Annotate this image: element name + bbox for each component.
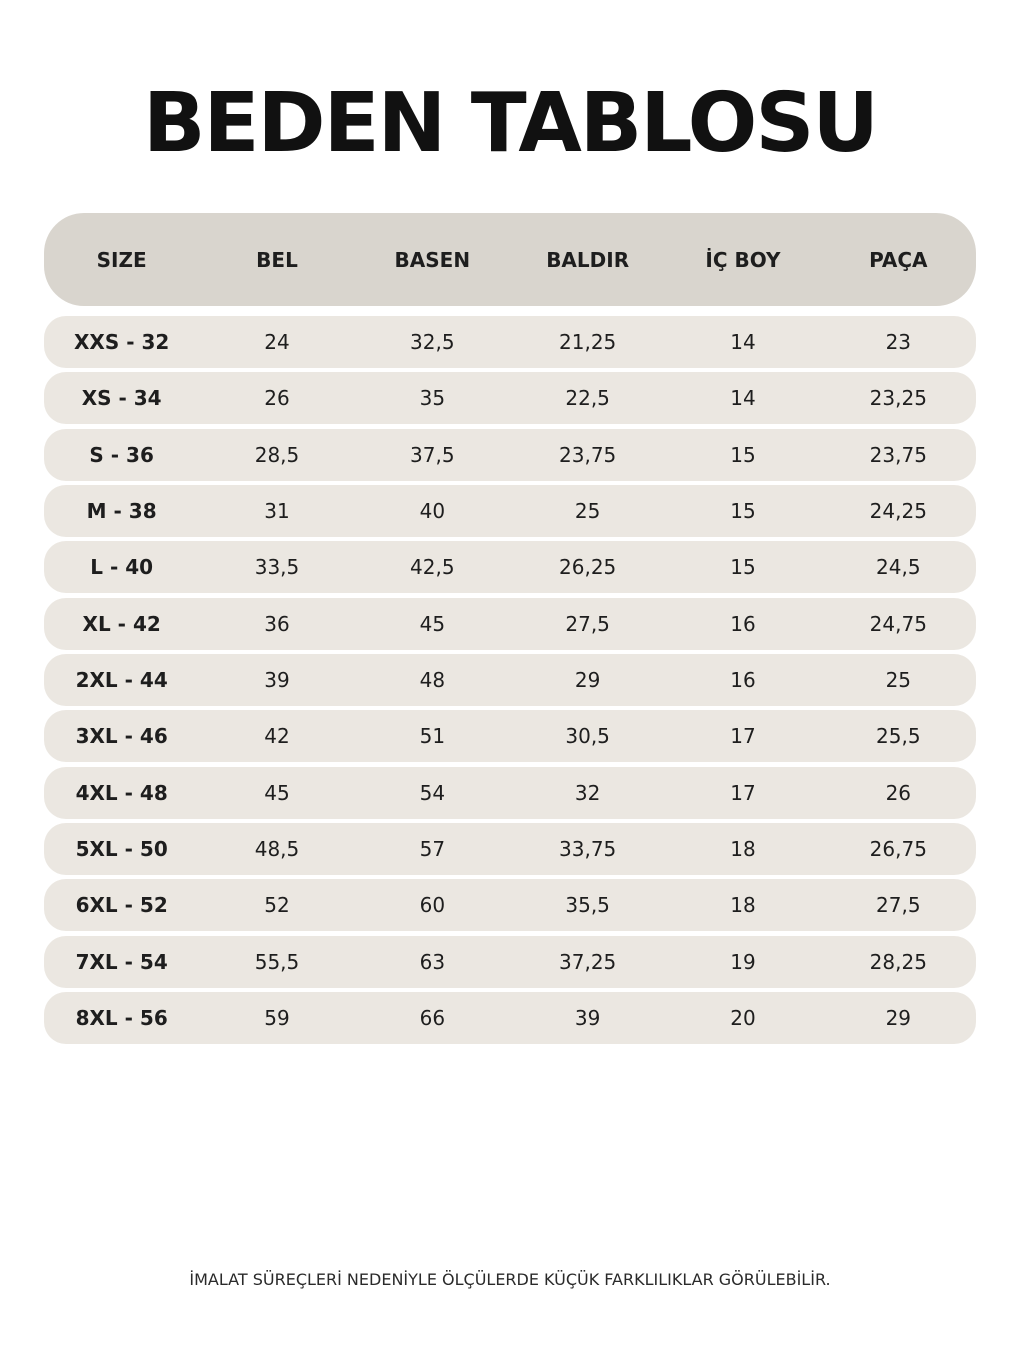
cell-bel: 36 <box>264 611 290 636</box>
cell-baldir: 33,75 <box>559 836 617 861</box>
cell-paca: 27,5 <box>876 893 921 918</box>
cell-basen: 57 <box>419 836 446 861</box>
cell-basen: 66 <box>419 1005 446 1030</box>
header-basen: BASEN <box>394 247 471 272</box>
cell-bel: 26 <box>264 386 290 411</box>
cell-paca: 29 <box>885 1005 912 1030</box>
cell-bel: 42 <box>264 724 290 749</box>
cell-size: XXS - 32 <box>74 330 170 354</box>
cell-paca: 26,75 <box>869 836 927 861</box>
cell-ic-boy: 20 <box>730 1005 756 1030</box>
header-baldir: BALDIR <box>546 247 630 272</box>
cell-bel: 52 <box>264 893 290 918</box>
header-size: SIZE <box>96 247 147 272</box>
table-row <box>44 316 976 368</box>
cell-ic-boy: 15 <box>730 442 756 467</box>
cell-basen: 32,5 <box>410 330 455 354</box>
cell-size: 4XL - 48 <box>75 780 168 805</box>
cell-bel: 55,5 <box>254 949 300 974</box>
cell-size: XS - 34 <box>81 386 162 411</box>
cell-basen: 35 <box>419 386 446 411</box>
cell-size: 7XL - 54 <box>75 949 168 974</box>
table-row <box>44 654 976 706</box>
cell-ic-boy: 18 <box>730 836 756 861</box>
cell-ic-boy: 19 <box>730 949 756 974</box>
cell-baldir: 35,5 <box>565 893 610 918</box>
cell-bel: 33,5 <box>254 555 300 580</box>
cell-size: S - 36 <box>89 442 154 467</box>
cell-bel: 45 <box>264 780 290 805</box>
cell-paca: 24,5 <box>876 555 921 580</box>
cell-paca: 24,25 <box>869 498 927 523</box>
cell-baldir: 37,25 <box>559 949 617 974</box>
cell-paca: 25,5 <box>876 724 921 749</box>
cell-paca: 28,25 <box>869 949 927 974</box>
cell-ic-boy: 18 <box>730 893 756 918</box>
cell-basen: 37,5 <box>410 442 455 467</box>
cell-size: M - 38 <box>86 498 157 523</box>
table-row <box>44 598 976 650</box>
cell-bel: 24 <box>264 330 290 354</box>
cell-basen: 51 <box>419 724 446 749</box>
cell-baldir: 25 <box>574 498 601 523</box>
cell-baldir: 32 <box>574 780 601 805</box>
table-row <box>44 541 976 593</box>
table-row <box>44 710 976 762</box>
table-row <box>44 936 976 988</box>
cell-paca: 24,75 <box>869 611 927 636</box>
table-row <box>44 767 976 819</box>
cell-bel: 59 <box>264 1005 290 1030</box>
cell-paca: 23,75 <box>869 442 927 467</box>
cell-size: 3XL - 46 <box>75 724 168 749</box>
cell-basen: 40 <box>419 498 446 523</box>
cell-size: 6XL - 52 <box>75 893 168 918</box>
table-row <box>44 823 976 875</box>
table-row <box>44 879 976 931</box>
cell-bel: 31 <box>264 498 290 523</box>
cell-baldir: 39 <box>574 1005 601 1030</box>
cell-size: 5XL - 50 <box>75 836 168 861</box>
table-body <box>44 316 976 1048</box>
cell-ic-boy: 14 <box>730 330 756 354</box>
cell-bel: 39 <box>264 667 290 692</box>
header-ic-boy: İÇ BOY <box>705 247 781 272</box>
page-title: BEDEN TABLOSU <box>143 76 877 171</box>
cell-size: L - 40 <box>90 555 154 580</box>
cell-ic-boy: 14 <box>730 386 756 411</box>
table-row <box>44 429 976 481</box>
cell-basen: 48 <box>419 667 446 692</box>
cell-basen: 42,5 <box>410 555 455 580</box>
cell-ic-boy: 16 <box>730 667 756 692</box>
table-row <box>44 992 976 1044</box>
cell-size: 2XL - 44 <box>75 667 168 692</box>
table-header <box>44 213 976 306</box>
cell-baldir: 27,5 <box>565 611 610 636</box>
header-bel: BEL <box>256 247 298 272</box>
cell-baldir: 30,5 <box>565 724 610 749</box>
cell-ic-boy: 17 <box>730 780 756 805</box>
cell-bel: 28,5 <box>254 442 300 467</box>
cell-ic-boy: 17 <box>730 724 756 749</box>
cell-ic-boy: 15 <box>730 555 756 580</box>
cell-ic-boy: 16 <box>730 611 756 636</box>
cell-paca: 25 <box>885 667 912 692</box>
cell-basen: 45 <box>419 611 446 636</box>
table-row <box>44 372 976 424</box>
cell-bel: 48,5 <box>254 836 300 861</box>
cell-baldir: 21,25 <box>559 330 617 354</box>
cell-baldir: 22,5 <box>565 386 610 411</box>
cell-baldir: 29 <box>574 667 601 692</box>
table-row <box>44 485 976 537</box>
cell-basen: 54 <box>419 780 446 805</box>
cell-paca: 26 <box>885 780 912 805</box>
cell-ic-boy: 15 <box>730 498 756 523</box>
cell-basen: 60 <box>419 893 446 918</box>
cell-paca: 23 <box>885 330 912 354</box>
cell-size: 8XL - 56 <box>75 1005 168 1030</box>
cell-paca: 23,25 <box>869 386 927 411</box>
header-paca: PAÇA <box>869 247 928 272</box>
footnote: İMALAT SÜREÇLERİ NEDENİYLE ÖLÇÜLERDE KÜÇÜK FARKLILIKLAR GÖRÜLEBİLİR. <box>189 1270 831 1289</box>
cell-size: XL - 42 <box>82 611 161 636</box>
cell-baldir: 26,25 <box>559 555 617 580</box>
cell-baldir: 23,75 <box>559 442 617 467</box>
cell-basen: 63 <box>419 949 446 974</box>
